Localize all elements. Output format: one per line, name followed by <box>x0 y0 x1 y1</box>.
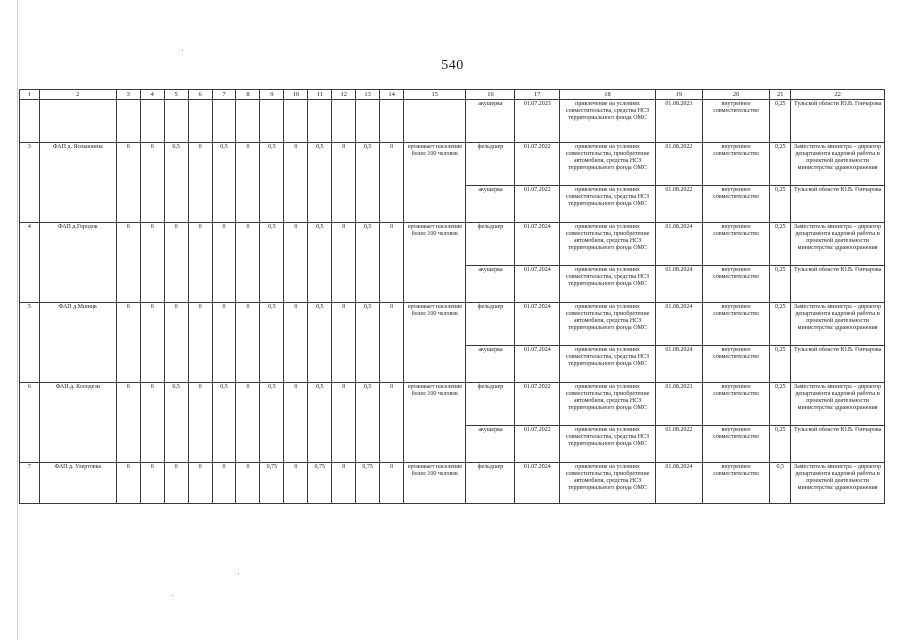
value-cell-c9: 0,5 <box>260 223 284 303</box>
position-cell: акушерка <box>466 346 515 383</box>
attraction-method-cell: привлечение на условиях совместительства, приобретение автомобиля, средства НСЗ территориального фонда ОМС <box>560 223 656 266</box>
facility-name-cell: ФАП д.Городок <box>39 223 116 303</box>
employment-form-cell: внутреннее совместительство <box>702 426 770 463</box>
staffing-table <box>19 89 885 504</box>
column-number-3: 3 <box>116 90 140 100</box>
column-number-15: 15 <box>404 90 466 100</box>
value-cell-c11: 0,5 <box>308 143 332 223</box>
rate-cell: 0,25 <box>770 346 791 383</box>
start-date-cell: 01.08.2023 <box>655 100 702 143</box>
rate-cell: 0,25 <box>770 143 791 186</box>
column-number-4: 4 <box>140 90 164 100</box>
responsible-person-cell: Заместитель министра – директор департамента кадровой работы и проектной деятельности министерства здравоохранения <box>791 383 885 426</box>
start-date-cell: 01.08.2024 <box>655 223 702 266</box>
value-cell-c13: 0,75 <box>356 463 380 504</box>
value-cell-c6: 0 <box>188 143 212 223</box>
column-number-22: 22 <box>791 90 885 100</box>
empty-cell <box>164 100 188 143</box>
hire-date-cell: 01.07.2022 <box>515 426 560 463</box>
value-cell-c13: 0,5 <box>356 383 380 463</box>
value-cell-c6: 0 <box>188 303 212 383</box>
rate-cell: 0,25 <box>770 100 791 143</box>
column-number-row <box>20 90 885 100</box>
hire-date-cell: 01.07.2024 <box>515 303 560 346</box>
column-number-6: 6 <box>188 90 212 100</box>
rate-cell: 0,5 <box>770 463 791 504</box>
value-cell-c14: 0 <box>380 303 404 383</box>
value-cell-c14: 0 <box>380 383 404 463</box>
value-cell-c5: 0 <box>164 463 188 504</box>
employment-form-cell: внутреннее совместительство <box>702 383 770 426</box>
attraction-method-cell: привлечение на условиях совместительства, средства НСЗ территориального фонда ОМС <box>560 186 656 223</box>
value-cell-c12: 0 <box>332 383 356 463</box>
column-number-13: 13 <box>356 90 380 100</box>
responsible-person-cell: Тульской области Ю.В. Гончарова <box>791 186 885 223</box>
value-cell-c4: 0 <box>140 223 164 303</box>
column-number-5: 5 <box>164 90 188 100</box>
hire-date-cell: 01.07.2022 <box>515 186 560 223</box>
value-cell-c11: 0,75 <box>308 463 332 504</box>
responsible-person-cell: Заместитель министра – директор департамента кадровой работы и проектной деятельности министерства здравоохранения <box>791 143 885 186</box>
value-cell-c6: 0 <box>188 463 212 504</box>
position-cell: акушерка <box>466 100 515 143</box>
attraction-method-cell: привлечение на условиях совместительства, приобретение автомобиля, средства НСЗ территориального фонда ОМС <box>560 383 656 426</box>
attraction-method-cell: привлечение на условиях совместительства, средства НСЗ территориального фонда ОМС <box>560 100 656 143</box>
row-number-cell: 5 <box>20 303 40 383</box>
start-date-cell: 01.08.2024 <box>655 346 702 383</box>
value-cell-c7: 0,5 <box>212 383 236 463</box>
scan-speck <box>182 50 183 51</box>
table-row <box>20 143 885 186</box>
value-cell-c8: 0 <box>236 383 260 463</box>
hire-date-cell: 01.07.2024 <box>515 346 560 383</box>
column-number-2: 2 <box>39 90 116 100</box>
hire-date-cell: 01.07.2024 <box>515 463 560 504</box>
value-cell-c4: 0 <box>140 383 164 463</box>
value-cell-c4: 0 <box>140 463 164 504</box>
position-cell: фельдшер <box>466 303 515 346</box>
column-number-1: 1 <box>20 90 40 100</box>
population-cell: проживает население более 100 человек <box>404 223 466 303</box>
empty-cell <box>260 100 284 143</box>
employment-form-cell: внутреннее совместительство <box>702 143 770 186</box>
value-cell-c6: 0 <box>188 383 212 463</box>
rate-cell: 0,25 <box>770 186 791 223</box>
value-cell-c5: 0,5 <box>164 383 188 463</box>
column-number-7: 7 <box>212 90 236 100</box>
position-cell: акушерка <box>466 186 515 223</box>
value-cell-c3: 0 <box>116 383 140 463</box>
column-number-19: 19 <box>655 90 702 100</box>
start-date-cell: 01.08.2023 <box>655 383 702 426</box>
table-row <box>20 223 885 266</box>
table-row <box>20 100 885 143</box>
column-number-9: 9 <box>260 90 284 100</box>
row-number-cell: 4 <box>20 223 40 303</box>
responsible-person-cell: Тульской области Ю.В. Гончарова <box>791 100 885 143</box>
empty-cell <box>404 100 466 143</box>
start-date-cell: 01.08.2022 <box>655 143 702 186</box>
empty-cell <box>140 100 164 143</box>
position-cell: акушерка <box>466 266 515 303</box>
empty-cell <box>380 100 404 143</box>
attraction-method-cell: привлечение на условиях совместительства, средства НСЗ территориального фонда ОМС <box>560 266 656 303</box>
value-cell-c9: 0,5 <box>260 303 284 383</box>
value-cell-c9: 0,5 <box>260 383 284 463</box>
empty-cell <box>212 100 236 143</box>
responsible-person-cell: Тульской области Ю.В. Гончарова <box>791 346 885 383</box>
facility-name-cell: ФАП.д. Колодези <box>39 383 116 463</box>
hire-date-cell: 01.07.2023 <box>515 100 560 143</box>
row-number-cell: 7 <box>20 463 40 504</box>
value-cell-c9: 0,75 <box>260 463 284 504</box>
value-cell-c13: 0,5 <box>356 303 380 383</box>
responsible-person-cell: Заместитель министра – директор департамента кадровой работы и проектной деятельности министерства здравоохранения <box>791 463 885 504</box>
attraction-method-cell: привлечение на условиях совместительства, приобретение автомобиля, средства НСЗ территориального фонда ОМС <box>560 143 656 186</box>
column-number-21: 21 <box>770 90 791 100</box>
responsible-person-cell: Тульской области Ю.В. Гончарова <box>791 426 885 463</box>
empty-cell <box>236 100 260 143</box>
empty-cell <box>332 100 356 143</box>
column-number-16: 16 <box>466 90 515 100</box>
value-cell-c13: 0,5 <box>356 223 380 303</box>
attraction-method-cell: привлечение на условиях совместительства, приобретение автомобиля, средства НСЗ территориального фонда ОМС <box>560 463 656 504</box>
value-cell-c8: 0 <box>236 143 260 223</box>
position-cell: фельдшер <box>466 143 515 186</box>
column-number-12: 12 <box>332 90 356 100</box>
table-row <box>20 463 885 504</box>
hire-date-cell: 01.07.2022 <box>515 143 560 186</box>
table-body <box>20 90 885 504</box>
rate-cell: 0,25 <box>770 266 791 303</box>
value-cell-c14: 0 <box>380 223 404 303</box>
position-cell: фельдшер <box>466 383 515 426</box>
employment-form-cell: внутреннее совместительство <box>702 346 770 383</box>
value-cell-c11: 0,5 <box>308 303 332 383</box>
column-number-18: 18 <box>560 90 656 100</box>
value-cell-c10: 0 <box>284 383 308 463</box>
position-cell: фельдшер <box>466 463 515 504</box>
value-cell-c7: 0 <box>212 303 236 383</box>
attraction-method-cell: привлечение на условиях совместительства, средства НСЗ территориального фонда ОМС <box>560 346 656 383</box>
row-number-cell: 3 <box>20 143 40 223</box>
row-number-cell: 6 <box>20 383 40 463</box>
value-cell-c5: 0 <box>164 303 188 383</box>
value-cell-c13: 0,5 <box>356 143 380 223</box>
page-number: 540 <box>441 58 464 73</box>
value-cell-c10: 0 <box>284 463 308 504</box>
rate-cell: 0,25 <box>770 426 791 463</box>
facility-name-cell: ФАП д.Мшицк <box>39 303 116 383</box>
employment-form-cell: внутреннее совместительство <box>702 100 770 143</box>
value-cell-c7: 0,5 <box>212 143 236 223</box>
staffing-table-wrap <box>19 89 885 504</box>
value-cell-c3: 0 <box>116 143 140 223</box>
column-number-14: 14 <box>380 90 404 100</box>
value-cell-c8: 0 <box>236 303 260 383</box>
column-number-10: 10 <box>284 90 308 100</box>
start-date-cell: 01.08.2022 <box>655 426 702 463</box>
start-date-cell: 01.08.2024 <box>655 303 702 346</box>
table-row <box>20 383 885 426</box>
value-cell-c6: 0 <box>188 223 212 303</box>
population-cell: проживает население более 100 человек <box>404 463 466 504</box>
employment-form-cell: внутреннее совместительство <box>702 463 770 504</box>
scan-speck <box>238 573 239 574</box>
value-cell-c5: 0 <box>164 223 188 303</box>
value-cell-c11: 0,5 <box>308 383 332 463</box>
scan-margin-line <box>17 0 18 640</box>
employment-form-cell: внутреннее совместительство <box>702 223 770 266</box>
value-cell-c4: 0 <box>140 143 164 223</box>
empty-cell <box>284 100 308 143</box>
value-cell-c12: 0 <box>332 143 356 223</box>
value-cell-c3: 0 <box>116 303 140 383</box>
responsible-person-cell: Тульской области Ю.В. Гончарова <box>791 266 885 303</box>
column-number-17: 17 <box>515 90 560 100</box>
start-date-cell: 01.08.2022 <box>655 186 702 223</box>
value-cell-c14: 0 <box>380 463 404 504</box>
rate-cell: 0,25 <box>770 223 791 266</box>
position-cell: акушерка <box>466 426 515 463</box>
empty-cell <box>308 100 332 143</box>
responsible-person-cell: Заместитель министра – директор департамента кадровой работы и проектной деятельности министерства здравоохранения <box>791 303 885 346</box>
value-cell-c10: 0 <box>284 223 308 303</box>
population-cell: проживает население более 100 человек <box>404 383 466 463</box>
employment-form-cell: внутреннее совместительство <box>702 266 770 303</box>
start-date-cell: 01.08.2024 <box>655 463 702 504</box>
rate-cell: 0,25 <box>770 383 791 426</box>
attraction-method-cell: привлечение на условиях совместительства, средства НСЗ территориального фонда ОМС <box>560 426 656 463</box>
empty-cell <box>356 100 380 143</box>
rate-cell: 0,25 <box>770 303 791 346</box>
facility-name-cell: ФАП д. Улертовка <box>39 463 116 504</box>
value-cell-c3: 0 <box>116 223 140 303</box>
hire-date-cell: 01.07.2024 <box>515 223 560 266</box>
value-cell-c10: 0 <box>284 303 308 383</box>
value-cell-c4: 0 <box>140 303 164 383</box>
value-cell-c7: 0 <box>212 223 236 303</box>
empty-cell <box>39 100 116 143</box>
column-number-8: 8 <box>236 90 260 100</box>
table-row <box>20 303 885 346</box>
value-cell-c12: 0 <box>332 223 356 303</box>
employment-form-cell: внутреннее совместительство <box>702 303 770 346</box>
employment-form-cell: внутреннее совместительство <box>702 186 770 223</box>
value-cell-c5: 0,5 <box>164 143 188 223</box>
value-cell-c14: 0 <box>380 143 404 223</box>
population-cell: проживает население более 100 человек <box>404 303 466 383</box>
column-number-20: 20 <box>702 90 770 100</box>
empty-cell <box>188 100 212 143</box>
responsible-person-cell: Заместитель министра – директор департамента кадровой работы и проектной деятельности министерства здравоохранения <box>791 223 885 266</box>
value-cell-c8: 0 <box>236 463 260 504</box>
value-cell-c10: 0 <box>284 143 308 223</box>
value-cell-c12: 0 <box>332 463 356 504</box>
scan-speck <box>172 595 173 596</box>
facility-name-cell: ФАП д. Ясныкинна <box>39 143 116 223</box>
start-date-cell: 01.08.2024 <box>655 266 702 303</box>
empty-cell <box>20 100 40 143</box>
value-cell-c12: 0 <box>332 303 356 383</box>
value-cell-c3: 0 <box>116 463 140 504</box>
population-cell: проживает население более 100 человек <box>404 143 466 223</box>
value-cell-c11: 0,5 <box>308 223 332 303</box>
position-cell: фельдшер <box>466 223 515 266</box>
hire-date-cell: 01.07.2022 <box>515 383 560 426</box>
value-cell-c9: 0,5 <box>260 143 284 223</box>
column-number-11: 11 <box>308 90 332 100</box>
value-cell-c8: 0 <box>236 223 260 303</box>
empty-cell <box>116 100 140 143</box>
value-cell-c7: 0 <box>212 463 236 504</box>
attraction-method-cell: привлечение на условиях совместительства, приобретение автомобиля, средства НСЗ территориального фонда ОМС <box>560 303 656 346</box>
hire-date-cell: 01.07.2024 <box>515 266 560 303</box>
